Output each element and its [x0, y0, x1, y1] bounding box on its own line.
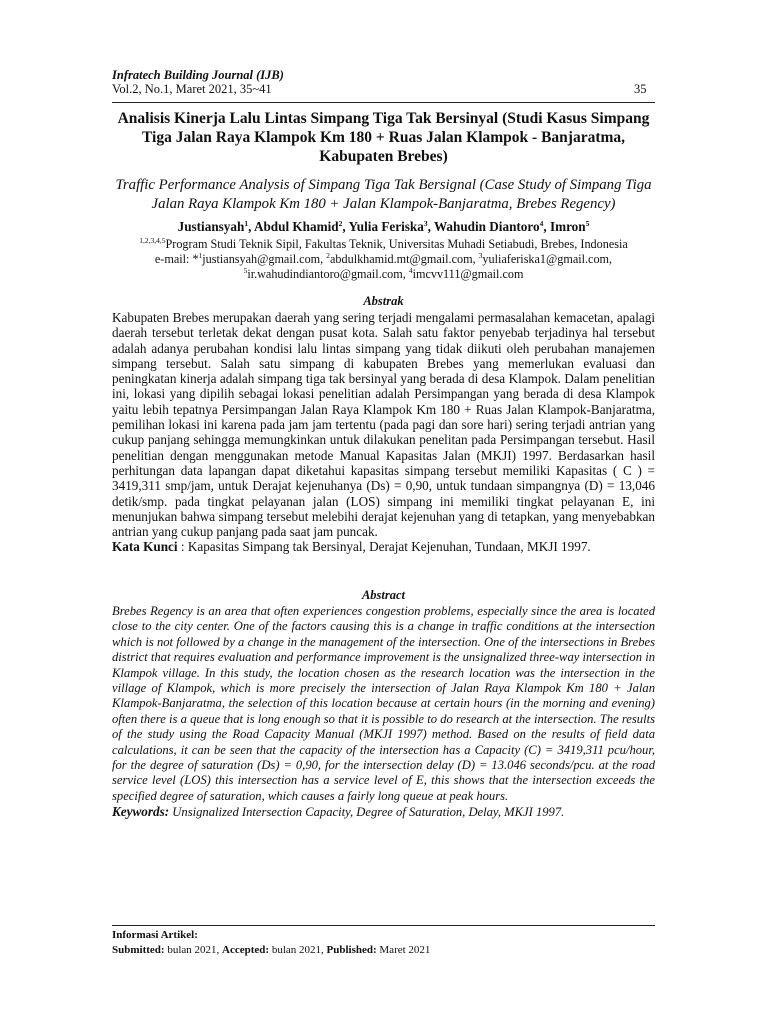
author: Abdul Khamid$^2$, — [253, 219, 349, 234]
email-list: e-mail: *$^1$justiansyah@gmail.com, $^2$abdulkhamid.mt@gmail.com, $^3$yuliaferiska1@gmail.com, $^5$ir.wahudindiantoro@gmail.com, $^4$imcvv111@gmail.com — [154, 251, 613, 281]
affiliation: $^{1,2,3,4,5}$Program Studi Teknik Sipil, Fakultas Teknik, Universitas Muhadi Setiabudi, Brebes, Indonesia — [139, 236, 628, 251]
email-link[interactable]: justiansyah@gmail.com — [202, 252, 321, 266]
author: Imron$^5$ — [549, 219, 590, 234]
header-rule — [112, 102, 655, 103]
email-link[interactable]: ir.wahudindiantoro@gmail.com — [247, 267, 403, 281]
article-info-label: Informasi Artikel: — [112, 929, 198, 941]
abstract-heading: Abstract — [361, 588, 406, 602]
footer-rule — [112, 925, 655, 926]
page-number: 35 — [634, 82, 647, 96]
abstrak-body: Kabupaten Brebes merupakan daerah yang sering terjadi mengalami permasalahan kemacetan, apalagi daerah tersebut terletak dekat dengan pusat kota. Salah satu faktor penyebab terjadinya hal tersebut adalah adanya perubahan kondisi lalu lintas simpang yang tidak diikuti oleh perubahan manajemen simpang tersebut. Salah satu simpang di kabupaten Brebes yang memerlukan evaluasi dan peningkatan kinerja adalah simpang tiga tak bersinyal yang berada di desa Klampok. Dalam penelitian ini, lokasi yang dipilih sebagai lokasi penelitian adalah Persimpangan yang berada di desa Klampok yaitu lebih tepatnya Persimpangan Jalan Raya Klampok Km 180 + Ruas Jalan Klampok-Banjaratma, pemilihan lokasi ini karena pada jam jam tertentu (pada pagi dan sore hari) sering terjadi antrian yang cukup panjang sehingga memungkinkan untuk dilakukan penelitan pada Persimpangan tersebut. Hasil penelitian dengan menggunakan metode Manual Kapasitas Jalan (MKJI) 1997. Berdasarkan hasil perhitungan data lapangan dapat diketahui kapasitas simpang tersebut memiliki Kapasitas ( C ) = 3419,311 smp/jam, untuk Derajat kejenuhanya (Ds) = 0,90, untuk tundaan simpangnya (D) = 13,046 detik/smp. pada tingkat pelayanan jalan (LOS) simpang ini memiliki tingkat pelayanan E, ini menunjukan bahwa simpang tersebut melebihi derajat kejenuhan yang di tetapkan, yang menyebabkan antrian yang cukup panjang pada saat jam puncak. — [112, 310, 655, 540]
email-link[interactable]: imcvv111@gmail.com — [412, 267, 524, 281]
journal-name: Infratech Building Journal (IJB) — [112, 68, 284, 82]
abstrak-heading: Abstrak — [363, 294, 404, 308]
paper-subtitle: Traffic Performance Analysis of Simpang Tiga Tak Bersignal (Case Study of Simpang Tiga Jalan Raya Klampok Km 180 + Jalan Klampok-Banjaratma, Brebes Regency) — [115, 177, 652, 212]
abstract-section — [112, 604, 655, 821]
abstract-keywords: Keywords: Unsignalized Intersection Capacity, Degree of Saturation, Delay, MKJI 1997. — [112, 804, 565, 820]
abstrak-keywords: Kata Kunci : Kapasitas Simpang tak Bersinyal, Derajat Kejenuhan, Tundaan, MKJI 1997. — [112, 539, 591, 555]
author: Wahudin Diantoro$^4$, — [433, 219, 550, 234]
article-dates: Submitted: bulan 2021, Accepted: bulan 2021, Published: Maret 2021 — [112, 944, 431, 956]
abstract-body: Brebes Regency is an area that often experiences congestion problems, especially since the area is located close to the city center. One of the factors causing this is a change in traffic conditions at the intersection which is not followed by a change in the management of the intersection. One of the intersections in Brebes district that requires evaluation and performance improvement is the unsignalized three-way intersection in Klampok village. In this study, the location chosen as the research location was the intersection in the village of Klampok, which is more precisely the intersection of Jalan Raya Klampok Km 180 + Jalan Klampok-Banjaratma, the selection of this location because at certain hours (in the morning and evening) often there is a queue that is long enough so that it is possible to do research at the intersection. The results of the study using the Road Capacity Manual (MKJI 1997) method. Based on the results of field data calculations, it can be seen that the capacity of the intersection has a Capacity (C) = 3419,311 pcu/hour, for the degree of saturation (Ds) = 0,90, for the intersection delay (D) = 13.046 seconds/pcu. at the road service level (LOS) this intersection has a service level of E, this shows that the intersection exceeds the specified degree of saturation, which causes a fairly long queue at peak hours. — [112, 604, 655, 803]
email-link[interactable]: yuliaferiska1@gmail.com — [482, 252, 610, 266]
volume-line: Vol.2, No.1, Maret 2021, 35~41 — [112, 82, 272, 96]
paper-title: Analisis Kinerja Lalu Lintas Simpang Tiga Tak Bersinyal (Studi Kasus Simpang Tiga Jalan Raya Klampok Km 180 + Ruas Jalan Klampok - Banjaratma, Kabupaten Brebes) — [117, 110, 650, 165]
email-link[interactable]: abdulkhamid.mt@gmail.com — [330, 252, 473, 266]
author: Justiansyah$^1$, — [177, 219, 254, 234]
author-list — [112, 219, 655, 235]
abstrak-section — [112, 310, 655, 555]
author: Yulia Feriska$^3$, — [348, 219, 434, 234]
affiliation-block — [112, 237, 655, 282]
